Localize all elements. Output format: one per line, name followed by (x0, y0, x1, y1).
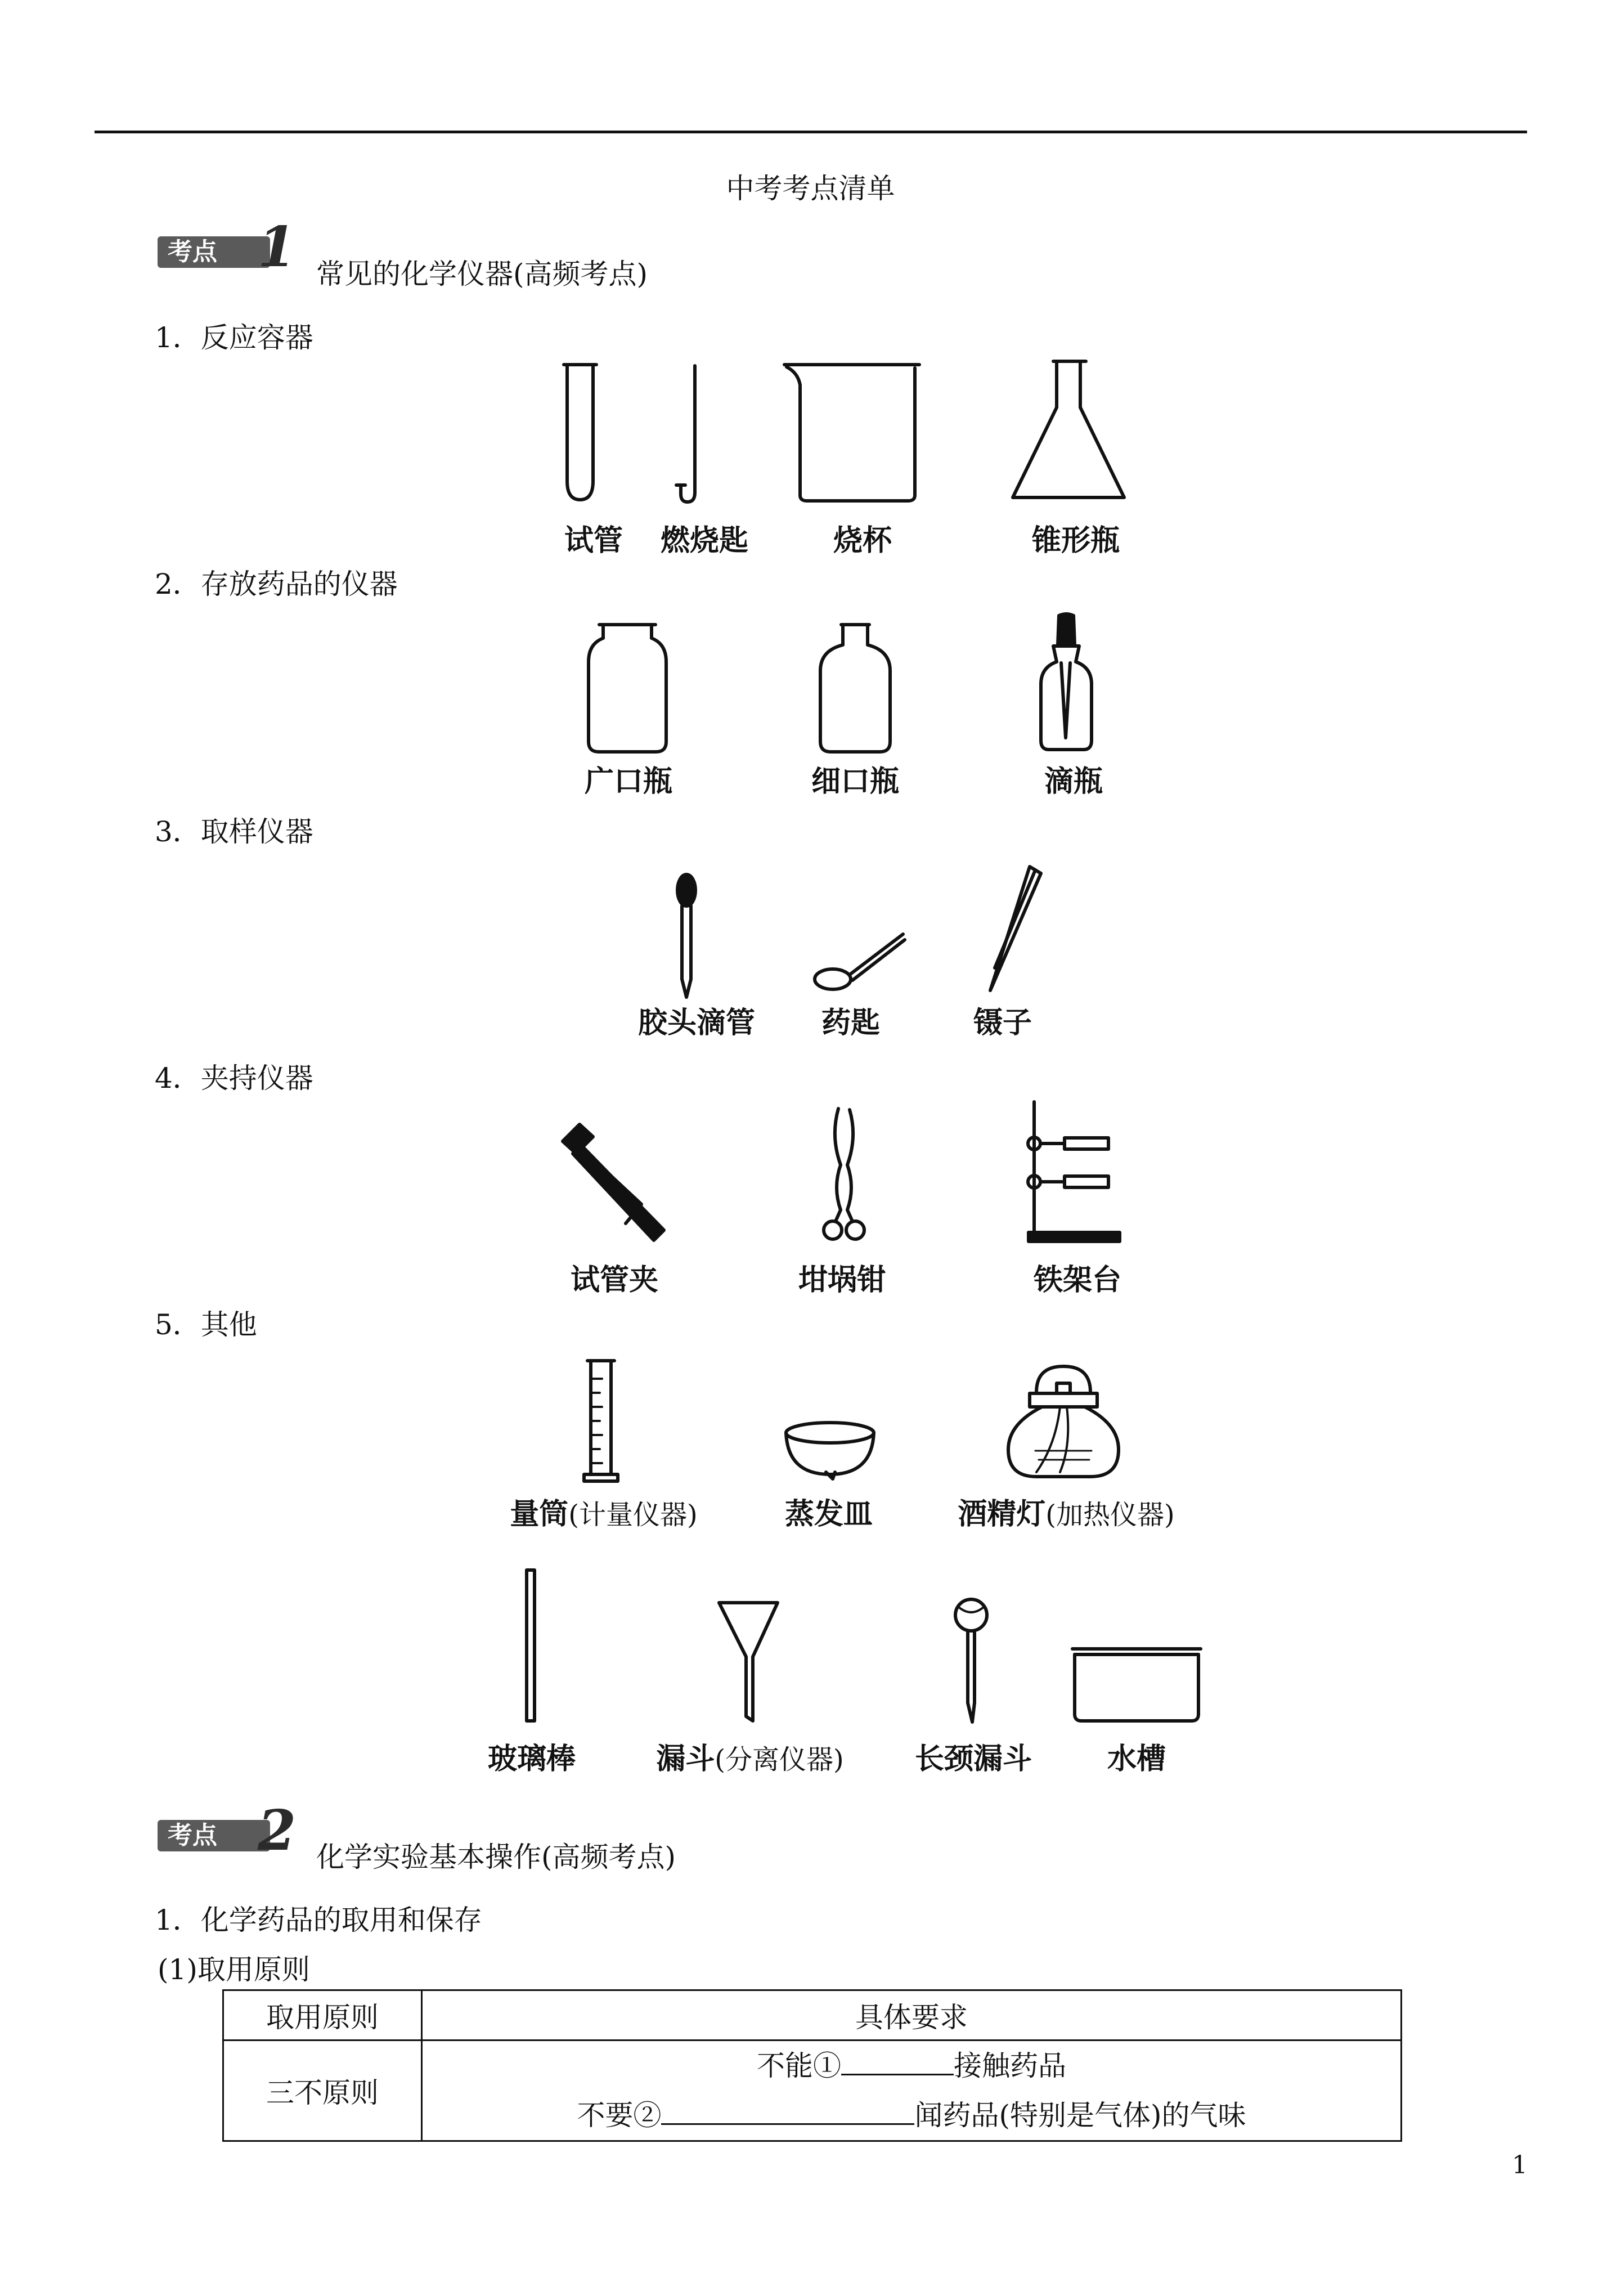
test-tube-icon (557, 360, 608, 506)
requirement-text: 接触药品 (954, 2050, 1066, 2082)
instrument-label: 滴瓶 (1044, 764, 1103, 799)
graduated-cylinder-icon (580, 1356, 625, 1486)
badge-text: 考点 (168, 237, 217, 266)
water-trough-icon (1069, 1642, 1204, 1727)
instrument-name: 蒸发皿 (784, 1497, 873, 1531)
badge-text: 考点 (168, 1821, 217, 1850)
instrument-note: (加热仪器) (1045, 1499, 1175, 1531)
instrument-label: 药匙 (821, 1006, 881, 1040)
medicine-spoon-icon (810, 923, 911, 996)
instrument-label: 锥形瓶 (1031, 523, 1120, 558)
instrument-note: (分离仪器) (715, 1744, 844, 1775)
evaporating-dish-icon (782, 1418, 878, 1480)
tweezers-icon (973, 861, 1052, 999)
crucible-tongs-icon (816, 1103, 872, 1249)
instrument-name: 长颈漏斗 (914, 1742, 1032, 1776)
item-4-heading: 4．夹持仪器 (155, 1062, 313, 1095)
requirement-line-1 (423, 2041, 1400, 2091)
long-neck-funnel-icon (951, 1593, 990, 1728)
beaker-icon (782, 360, 928, 506)
instrument-name: 量筒 (510, 1497, 569, 1531)
fill-blank-1[interactable] (841, 2074, 954, 2075)
item-5-heading: 5．其他 (155, 1308, 257, 1341)
table-cell-requirements (422, 2041, 1402, 2141)
instrument-label: 胶头滴管 (637, 1006, 756, 1040)
table-header-cell: 具体要求 (422, 1990, 1402, 2041)
requirement-text: 不要② (577, 2099, 662, 2132)
instrument-label (510, 1490, 697, 1532)
instrument-label: 铁架台 (1033, 1263, 1122, 1297)
instrument-label: 细口瓶 (811, 764, 900, 799)
instrument-label: 镊子 (973, 1006, 1032, 1040)
glass-rod-icon (518, 1564, 546, 1728)
test-tube-holder-icon (557, 1120, 670, 1249)
wide-mouth-bottle-icon (585, 619, 670, 757)
instrument-name: 水槽 (1107, 1742, 1166, 1776)
requirement-text: 不能① (757, 2050, 841, 2082)
badge-number: 1 (258, 215, 297, 280)
instrument-note: (计量仪器) (568, 1499, 698, 1531)
requirement-line-2 (423, 2091, 1400, 2140)
instrument-name: 漏斗 (656, 1742, 715, 1776)
instrument-label (915, 1735, 1032, 1777)
dropper-bottle-icon (1035, 611, 1097, 757)
funnel-icon (715, 1598, 782, 1728)
instrument-label (656, 1735, 843, 1777)
fill-blank-2[interactable] (661, 2123, 914, 2125)
table-header-cell: 取用原则 (223, 1990, 422, 2041)
conical-flask-icon (1007, 356, 1131, 508)
instrument-label: 广口瓶 (584, 764, 673, 799)
subsection-heading: (1)取用原则 (158, 1953, 310, 1986)
kaodian-2-badge (158, 1799, 307, 1863)
kaodian-2-title: 化学实验基本操作(高频考点) (316, 1841, 676, 1873)
principles-table (222, 1989, 1402, 2142)
instrument-name: 酒精灯 (958, 1497, 1046, 1531)
kaodian-1-title: 常见的化学仪器(高频考点) (316, 258, 648, 290)
instrument-label: 燃烧匙 (660, 523, 749, 558)
section-heading: 1．化学药品的取用和保存 (155, 1904, 482, 1936)
instrument-label (1107, 1735, 1166, 1777)
alcohol-lamp-icon (1002, 1361, 1131, 1485)
table-header-row (223, 1990, 1402, 2041)
item-1-heading: 1．反应容器 (155, 321, 313, 354)
table-row (223, 2041, 1402, 2141)
narrow-mouth-bottle-icon (816, 619, 895, 757)
instrument-label: 坩埚钳 (798, 1263, 887, 1297)
instrument-label: 烧杯 (833, 523, 892, 558)
instrument-label (958, 1490, 1174, 1532)
instrument-label (488, 1735, 576, 1777)
badge-number: 2 (258, 1799, 297, 1863)
instrument-label: 试管夹 (570, 1263, 659, 1297)
instrument-label: 试管 (564, 523, 623, 558)
iron-stand-icon (1013, 1097, 1131, 1249)
header-rule (95, 131, 1527, 133)
combustion-spoon-icon (664, 360, 709, 506)
instrument-name: 玻璃棒 (487, 1742, 576, 1776)
item-3-heading: 3．取样仪器 (155, 815, 313, 848)
table-row-label: 三不原则 (223, 2041, 422, 2141)
page-number: 1 (1512, 2151, 1528, 2180)
requirement-text: 闻药品(特别是气体)的气味 (914, 2099, 1246, 2132)
kaodian-1-badge (158, 215, 307, 280)
instrument-label (785, 1490, 873, 1532)
item-2-heading: 2．存放药品的仪器 (155, 568, 398, 600)
page-title: 中考考点清单 (726, 172, 895, 205)
rubber-dropper-icon (670, 872, 703, 1002)
